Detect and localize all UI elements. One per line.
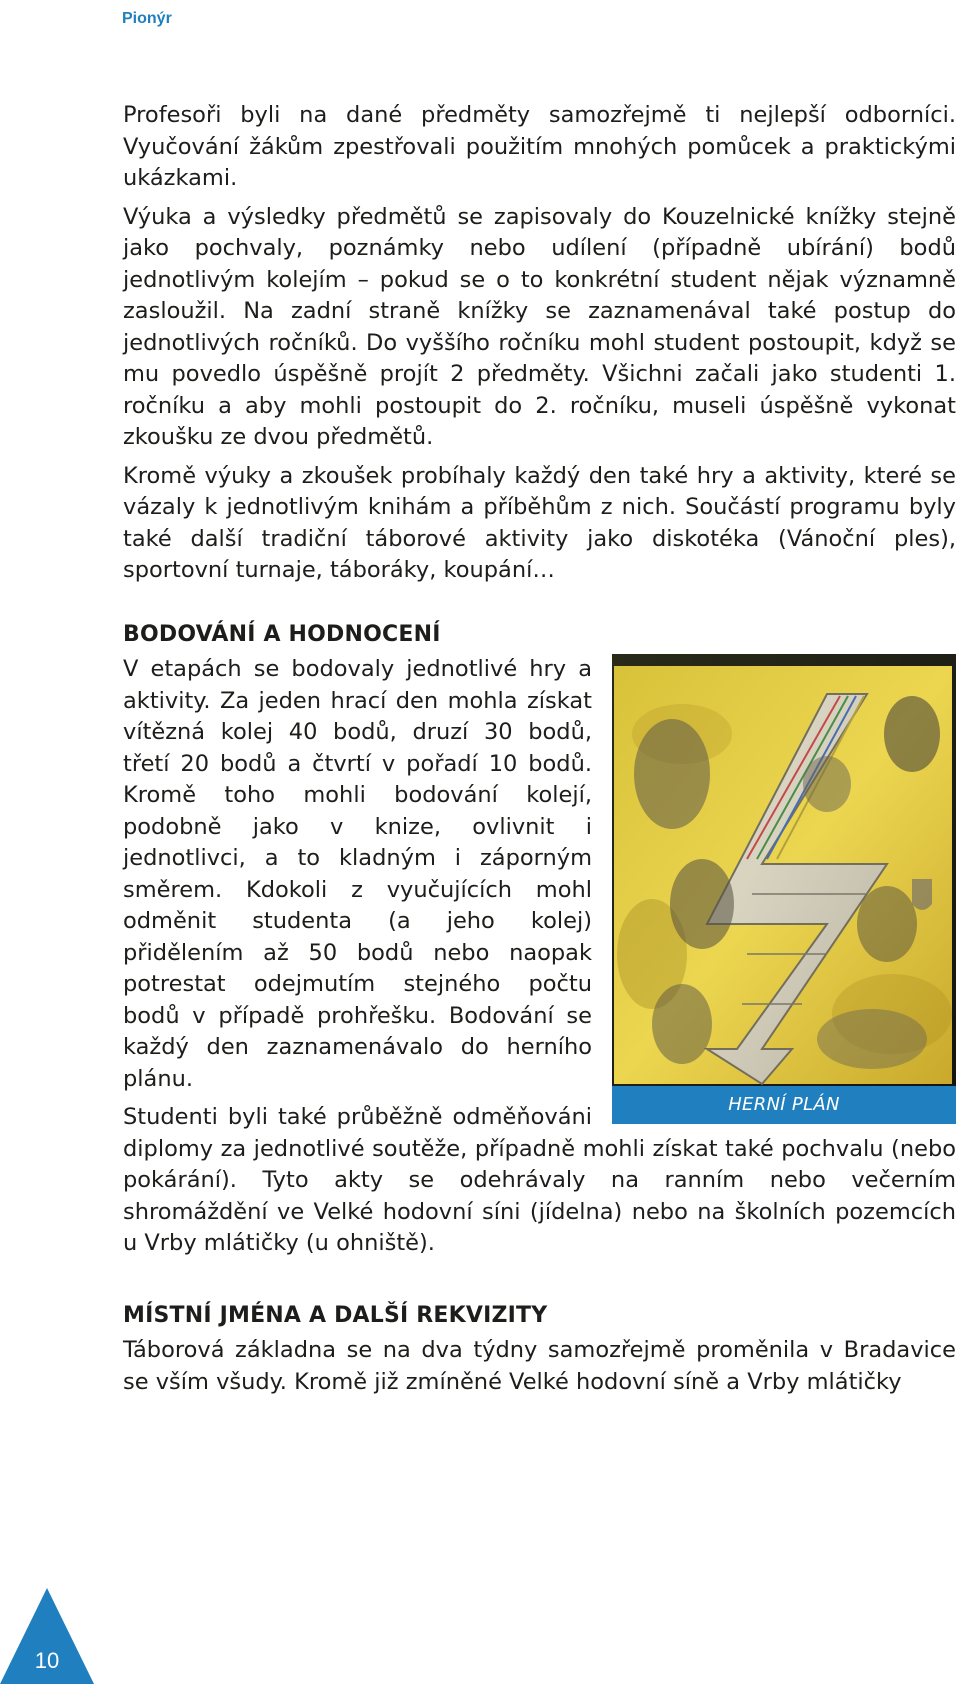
game-plan-photo bbox=[612, 654, 956, 1124]
section-title-scoring: BODOVÁNÍ A HODNOCENÍ bbox=[123, 621, 441, 647]
local-names-paragraph-1: Táborová základna se na dva týdny samozřejmě proměnila v Bradavice se vším všudy. Kromě již zmíněné Velké hodovní síně a Vrby mlátičky bbox=[123, 1337, 956, 1395]
game-plan-poster-image bbox=[612, 654, 956, 1124]
section-title-local-names: MÍSTNÍ JMÉNA A DALŠÍ REKVIZITY bbox=[123, 1302, 548, 1328]
running-header-title: Pionýr bbox=[122, 10, 172, 27]
page-number-badge bbox=[0, 1588, 94, 1684]
scoring-paragraph-1: V etapách se bodovaly jednotlivé hry a aktivity. Za jeden hrací den mohla získat vítězná kolej 40 bodů, druzí 30 bodů, třetí 20 bodů a čtvrtí v pořadí 10 bodů. Kromě toho mohli bodování kolejí, podobně jako v knize, ovlivnit i jednotlivci, a to kladným i záporným směrem. Kdokoli z vyučujících mohl odměnit studenta (a jeho kolej) přidělením až 50 bodů nebo naopak potrestat odejmutím stejného počtu bodů v případě prohřešku. Bodování se každý den zaznamenávalo do herního plánu. bbox=[123, 656, 592, 1092]
page-number: 10 bbox=[34, 1648, 60, 1673]
scoring-paragraph-2: Studenti byli také průběžně odměňováni diplomy za jednotlivé soutěže, případně mohli získat také pochvalu (nebo pokárání). Tyto akty se odehrávaly na ranním nebo večerním shromáždění ve Velké hodovní síni (jídelna) nebo na školních pozemcích u Vrby mlátičky (u ohniště). bbox=[123, 1104, 956, 1256]
intro-paragraph-2: Výuka a výsledky předmětů se zapisovaly do Kouzelnické knížky stejně jako pochvaly, poznámky nebo udílení (případně ubírání) bodů jednotlivým kolejím – pokud se o to konkrétní student nějak významně zasloužil. Na zadní straně knížky se zaznamenával také postup do jednotlivých ročníků. Do vyššího ročníku mohl student postoupit, když se mu povedlo úspěšně projít 2 předměty. Všichni začali jako studenti 1. ročníku a aby mohli postoupit do 2. ročníku, museli úspěšně vykonat zkoušku ze dvou předmětů. bbox=[123, 203, 956, 450]
intro-paragraph-1: Profesoři byli na dané předměty samozřejmě ti nejlepší odborníci. Vyučování žákům zpestřovali použitím mnohých pomůcek a praktickými ukázkami. bbox=[123, 102, 956, 191]
intro-paragraph-3: Kromě výuky a zkoušek probíhaly každý den také hry a aktivity, které se vázaly k jednotlivým knihám a příběhům z nich. Součástí programu byly také další tradiční táborové aktivity jako diskotéka (Vánoční ples), sportovní turnaje, táboráky, koupání… bbox=[123, 462, 956, 583]
figure-caption: HERNÍ PLÁN bbox=[612, 1086, 956, 1124]
page-content bbox=[123, 100, 956, 1405]
